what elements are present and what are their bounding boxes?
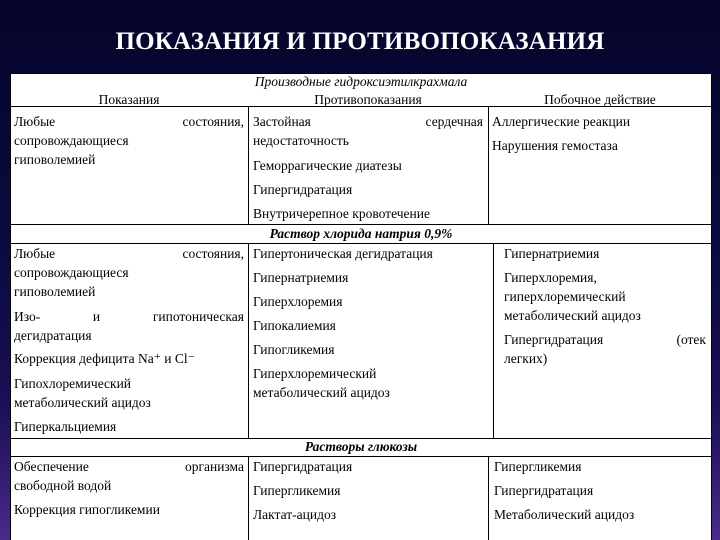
table-cell-line xyxy=(14,458,244,475)
table-cell-line: метаболический ацидоз xyxy=(504,308,641,323)
table-cell-line: Гипергидратация xyxy=(253,459,353,474)
table-cell-line: Нарушения гемостаза xyxy=(492,138,618,153)
col-divider-2 xyxy=(488,456,489,540)
word: состояния, xyxy=(182,246,244,261)
table-cell-line: метаболический ацидоз xyxy=(14,395,151,410)
table-cell-line xyxy=(14,308,244,325)
indications-table xyxy=(10,73,712,540)
table-cell-line: Гипокалиемия xyxy=(253,318,336,333)
table-cell-line: Гипохлоремический xyxy=(14,376,132,391)
table-cell-line: гиперхлоремический xyxy=(504,289,626,304)
table-cell-line: дегидратация xyxy=(14,328,92,343)
word: Любые xyxy=(14,246,56,261)
table-cell-line: Гипергидратация xyxy=(253,182,353,197)
col-divider-2 xyxy=(488,106,489,224)
table-cell-line: сопровождающиеся xyxy=(14,265,129,280)
col-divider-2 xyxy=(493,243,494,438)
table-cell-line: Гиперхлоремия xyxy=(253,294,343,309)
table-cell-line: сопровождающиеся xyxy=(14,133,129,148)
table-cell-line: Гиперхлоремия, xyxy=(504,270,597,285)
section-heading: Производные гидроксиэтилкрахмала xyxy=(254,74,468,89)
table-cell-line xyxy=(14,113,244,130)
column-header-indications: Показания xyxy=(98,92,160,107)
table-cell-line: Аллергические реакции xyxy=(492,114,631,129)
word: и xyxy=(92,309,101,324)
word: состояния, xyxy=(182,114,244,129)
table-cell-line: Гипергликемия xyxy=(253,483,341,498)
table-cell-line: Гипергликемия xyxy=(494,459,582,474)
table-cell-line: легких) xyxy=(504,351,548,366)
table-cell-line: Гипогликемия xyxy=(253,342,335,357)
table-cell-line: недостаточность xyxy=(253,133,349,148)
table-cell-line: гиповолемией xyxy=(14,284,96,299)
table-cell-line: Гиперхлоремический xyxy=(253,366,377,381)
col-divider-1 xyxy=(248,456,249,540)
word: Застойная xyxy=(253,114,311,129)
table-cell-line: гиповолемией xyxy=(14,152,96,167)
word: Любые xyxy=(14,114,56,129)
table-cell-line: Коррекция гипогликемии xyxy=(14,502,160,517)
section-heading: Раствор хлорида натрия 0,9% xyxy=(269,226,453,241)
table-border-right xyxy=(711,73,712,540)
column-header-side-effects: Побочное действие xyxy=(544,92,656,107)
table-cell-line: метаболический ацидоз xyxy=(253,385,390,400)
column-header-contraindications: Противопоказания xyxy=(314,92,422,107)
table-cell-line: Гиперкальциемия xyxy=(14,419,117,434)
word: Изо- xyxy=(14,309,41,324)
table-cell-line: Гипертоническая дегидратация xyxy=(253,246,433,261)
table-cell-line: Коррекция дефицита Na⁺ и Cl⁻ xyxy=(14,351,195,366)
word: (отек xyxy=(676,332,706,347)
table-cell-line xyxy=(253,113,483,130)
table-border-left xyxy=(10,73,11,540)
table-cell-line: Гипергидратация xyxy=(494,483,594,498)
table-cell-line: Лактат-ацидоз xyxy=(253,507,337,522)
col-divider-1 xyxy=(248,106,249,224)
col-divider-1 xyxy=(248,243,249,438)
word: сердечная xyxy=(425,114,483,129)
table-cell-line: Гипернатриемия xyxy=(504,246,600,261)
row-divider xyxy=(10,243,712,244)
word: организма xyxy=(184,459,244,474)
section-heading: Растворы глюкозы xyxy=(304,439,418,454)
table-cell-line: Метаболический ацидоз xyxy=(494,507,635,522)
word: гипотоническая xyxy=(152,309,244,324)
word: Обеспечение xyxy=(14,459,89,474)
table-cell-line: свободной водой xyxy=(14,478,112,493)
slide-title: ПОКАЗАНИЯ И ПРОТИВОПОКАЗАНИЯ xyxy=(115,28,605,55)
row-divider xyxy=(10,456,712,457)
word: Гипергидратация xyxy=(504,332,604,347)
table-cell-line: Геморрагические диатезы xyxy=(253,158,402,173)
table-cell-line xyxy=(504,331,706,348)
table-cell-line: Внутричерепное кровотечение xyxy=(253,206,430,221)
table-cell-line: Гипернатриемия xyxy=(253,270,349,285)
table-cell-line xyxy=(14,245,244,262)
